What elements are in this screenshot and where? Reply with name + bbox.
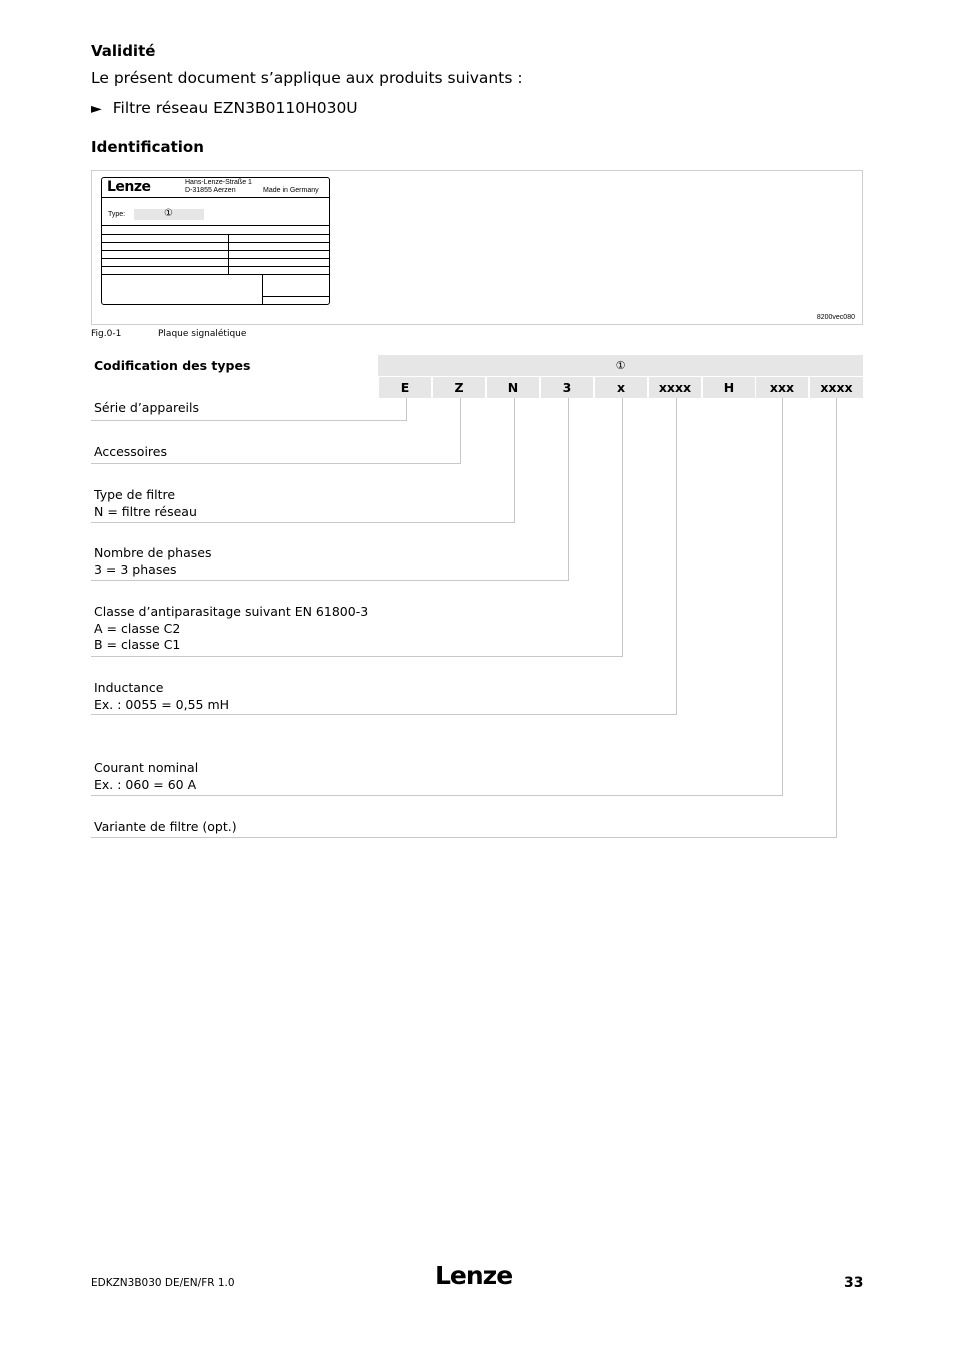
nameplate-logo: Lenze	[107, 179, 151, 195]
figure-caption	[91, 329, 247, 339]
code-cell: x	[595, 377, 647, 398]
caption-number: Fig.0-1	[91, 329, 122, 339]
code-cell: xxxx	[649, 377, 701, 398]
nameplate-address	[185, 179, 252, 195]
codification-item-phases: Nombre de phases 3 = 3 phases	[94, 545, 212, 577]
code-cell: 3	[541, 377, 593, 398]
codification-item-series: Série d’appareils	[94, 400, 200, 415]
codification-item-accessories: Accessoires	[94, 444, 167, 459]
codification-title: Codification des types	[94, 358, 251, 373]
product-name: Filtre réseau EZN3B0110H030U	[112, 99, 358, 117]
codification-item-filter-variant: Variante de filtre (opt.)	[94, 819, 237, 834]
footer-doc-id: EDKZN3B030 DE/EN/FR 1.0	[91, 1277, 235, 1289]
codification-marker-bar	[378, 355, 863, 376]
identification-heading: Identification	[91, 138, 204, 156]
codification-item-interference-class: Classe d’antiparasitage suivant EN 61800-3 A = classe C2 B = classe C1	[94, 604, 369, 652]
made-in-label: Made in Germany	[263, 187, 319, 194]
nameplate	[101, 177, 330, 305]
type-marker: ①	[164, 208, 173, 219]
footer-logo: Lenze	[435, 1261, 513, 1290]
code-cell: Z	[433, 377, 485, 398]
code-cell: E	[379, 377, 431, 398]
address-line-2: D-31855 Aerzen	[185, 187, 236, 194]
code-cell: H	[703, 377, 755, 398]
product-bullet	[91, 99, 358, 117]
validity-heading: Validité	[91, 42, 156, 60]
page-number: 33	[844, 1275, 864, 1291]
codification-item-inductance: Inductance Ex. : 0055 = 0,55 mH	[94, 680, 230, 712]
figure-reference: 8200vec080	[816, 314, 855, 321]
caption-text: Plaque signalétique	[158, 329, 247, 339]
bullet-arrow-icon: ►	[91, 101, 102, 117]
codification-item-rated-current: Courant nominal Ex. : 060 = 60 A	[94, 760, 199, 792]
type-field	[134, 209, 204, 220]
type-label: Type:	[108, 211, 126, 218]
address-line-1: Hans-Lenze-Straße 1	[185, 179, 252, 186]
code-cell: xxx	[756, 377, 808, 398]
code-cell: xxxx	[810, 377, 863, 398]
codification-item-filter-type: Type de filtre N = filtre réseau	[94, 487, 197, 519]
codification-marker: ①	[615, 359, 626, 372]
code-cell: N	[487, 377, 539, 398]
validity-intro: Le présent document s’applique aux produits suivants :	[91, 69, 523, 87]
